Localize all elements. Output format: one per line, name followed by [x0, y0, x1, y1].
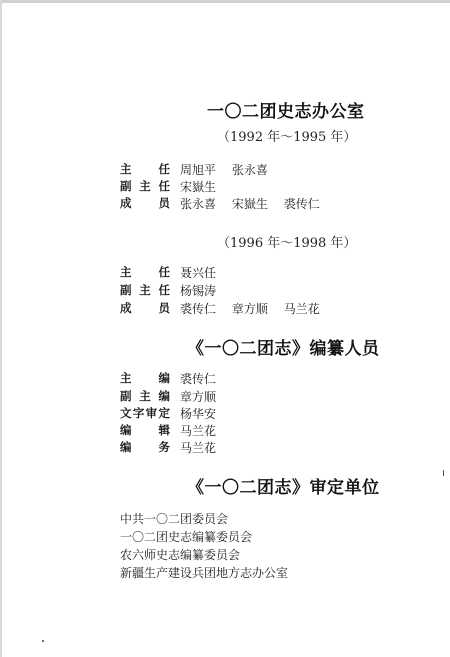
- role-char: 任: [158, 283, 170, 297]
- scan-edge-top: [0, 0, 450, 3]
- role-char: 编: [158, 389, 170, 403]
- scan-speck: [42, 640, 44, 642]
- role-char: 员: [158, 196, 170, 210]
- person-name: 章方顺: [231, 302, 268, 316]
- names: [180, 405, 228, 422]
- person-name: 裘传仁: [180, 372, 217, 386]
- review-unit: 农六师史志编纂委员会: [120, 548, 241, 562]
- review-unit: 新疆生产建设兵团地方志办公室: [120, 566, 289, 580]
- names: [180, 422, 228, 439]
- role-char: 主: [139, 179, 151, 193]
- person-name: 周旭平: [180, 163, 217, 177]
- names: [180, 178, 228, 195]
- names: [180, 370, 228, 387]
- names: [180, 195, 332, 212]
- person-name: 杨华安: [180, 407, 217, 421]
- role-char: 任: [158, 162, 170, 176]
- role-char: 定: [158, 406, 170, 420]
- role-char: 编: [120, 440, 132, 454]
- role-char: 任: [158, 179, 170, 193]
- role-char: 主: [120, 371, 132, 385]
- person-name: 裘传仁: [283, 197, 320, 211]
- role-char: 字: [132, 406, 145, 420]
- role-label: [120, 300, 170, 316]
- role-label: [120, 195, 170, 211]
- person-name: 马兰花: [180, 441, 217, 455]
- role-label: [120, 388, 170, 404]
- role-char: 副: [120, 389, 132, 403]
- role-char: 主: [139, 283, 151, 297]
- scan-edge-left: [0, 0, 2, 657]
- role-char: 编: [158, 371, 170, 385]
- role-char: 成: [120, 196, 132, 210]
- role-char: 务: [158, 440, 170, 454]
- role-char: 主: [120, 265, 132, 279]
- names: [180, 282, 228, 299]
- role-char: 审: [145, 406, 158, 420]
- scan-speck: [443, 470, 444, 476]
- role-char: 辑: [158, 423, 170, 437]
- names: [180, 264, 228, 281]
- role-char: 主: [120, 162, 132, 176]
- role-char: 主: [139, 389, 151, 403]
- person-name: 张永喜: [231, 163, 268, 177]
- editors-heading: 《一〇二团志》编纂人员: [187, 339, 380, 359]
- role-char: 成: [120, 301, 132, 315]
- person-name: 杨锡涛: [180, 284, 217, 298]
- role-char: 编: [120, 423, 132, 437]
- role-char: 员: [158, 301, 170, 315]
- review-heading: 《一〇二团志》审定单位: [187, 478, 380, 498]
- role-label: [120, 282, 170, 298]
- review-unit: 中共一〇二团委员会: [120, 512, 229, 526]
- names: [180, 388, 228, 405]
- role-label: [120, 161, 170, 177]
- role-char: 文: [120, 406, 132, 420]
- role-char: 副: [120, 283, 132, 297]
- role-char: 副: [120, 179, 132, 193]
- role-char: 任: [158, 265, 170, 279]
- review-unit: 一〇二团史志编纂委员会: [120, 530, 253, 544]
- role-label: [120, 439, 170, 455]
- role-label: [120, 178, 170, 194]
- names: [180, 439, 228, 456]
- person-name: 宋嶽生: [231, 197, 268, 211]
- person-name: 张永喜: [180, 197, 217, 211]
- person-name: 聂兴任: [180, 266, 217, 280]
- period-label: （1996 年～1998 年）: [217, 236, 357, 251]
- person-name: 马兰花: [180, 424, 217, 438]
- names: [180, 161, 280, 178]
- person-name: 裘传仁: [180, 302, 217, 316]
- period-label: （1992 年～1995 年）: [217, 130, 357, 145]
- role-label: [120, 422, 170, 438]
- role-label: [120, 370, 170, 386]
- person-name: 宋嶽生: [180, 180, 217, 194]
- role-label: [120, 405, 170, 421]
- person-name: 马兰花: [283, 302, 320, 316]
- person-name: 章方顺: [180, 390, 217, 404]
- office-heading: 一〇二团史志办公室: [207, 102, 365, 122]
- role-label: [120, 264, 170, 280]
- names: [180, 300, 332, 317]
